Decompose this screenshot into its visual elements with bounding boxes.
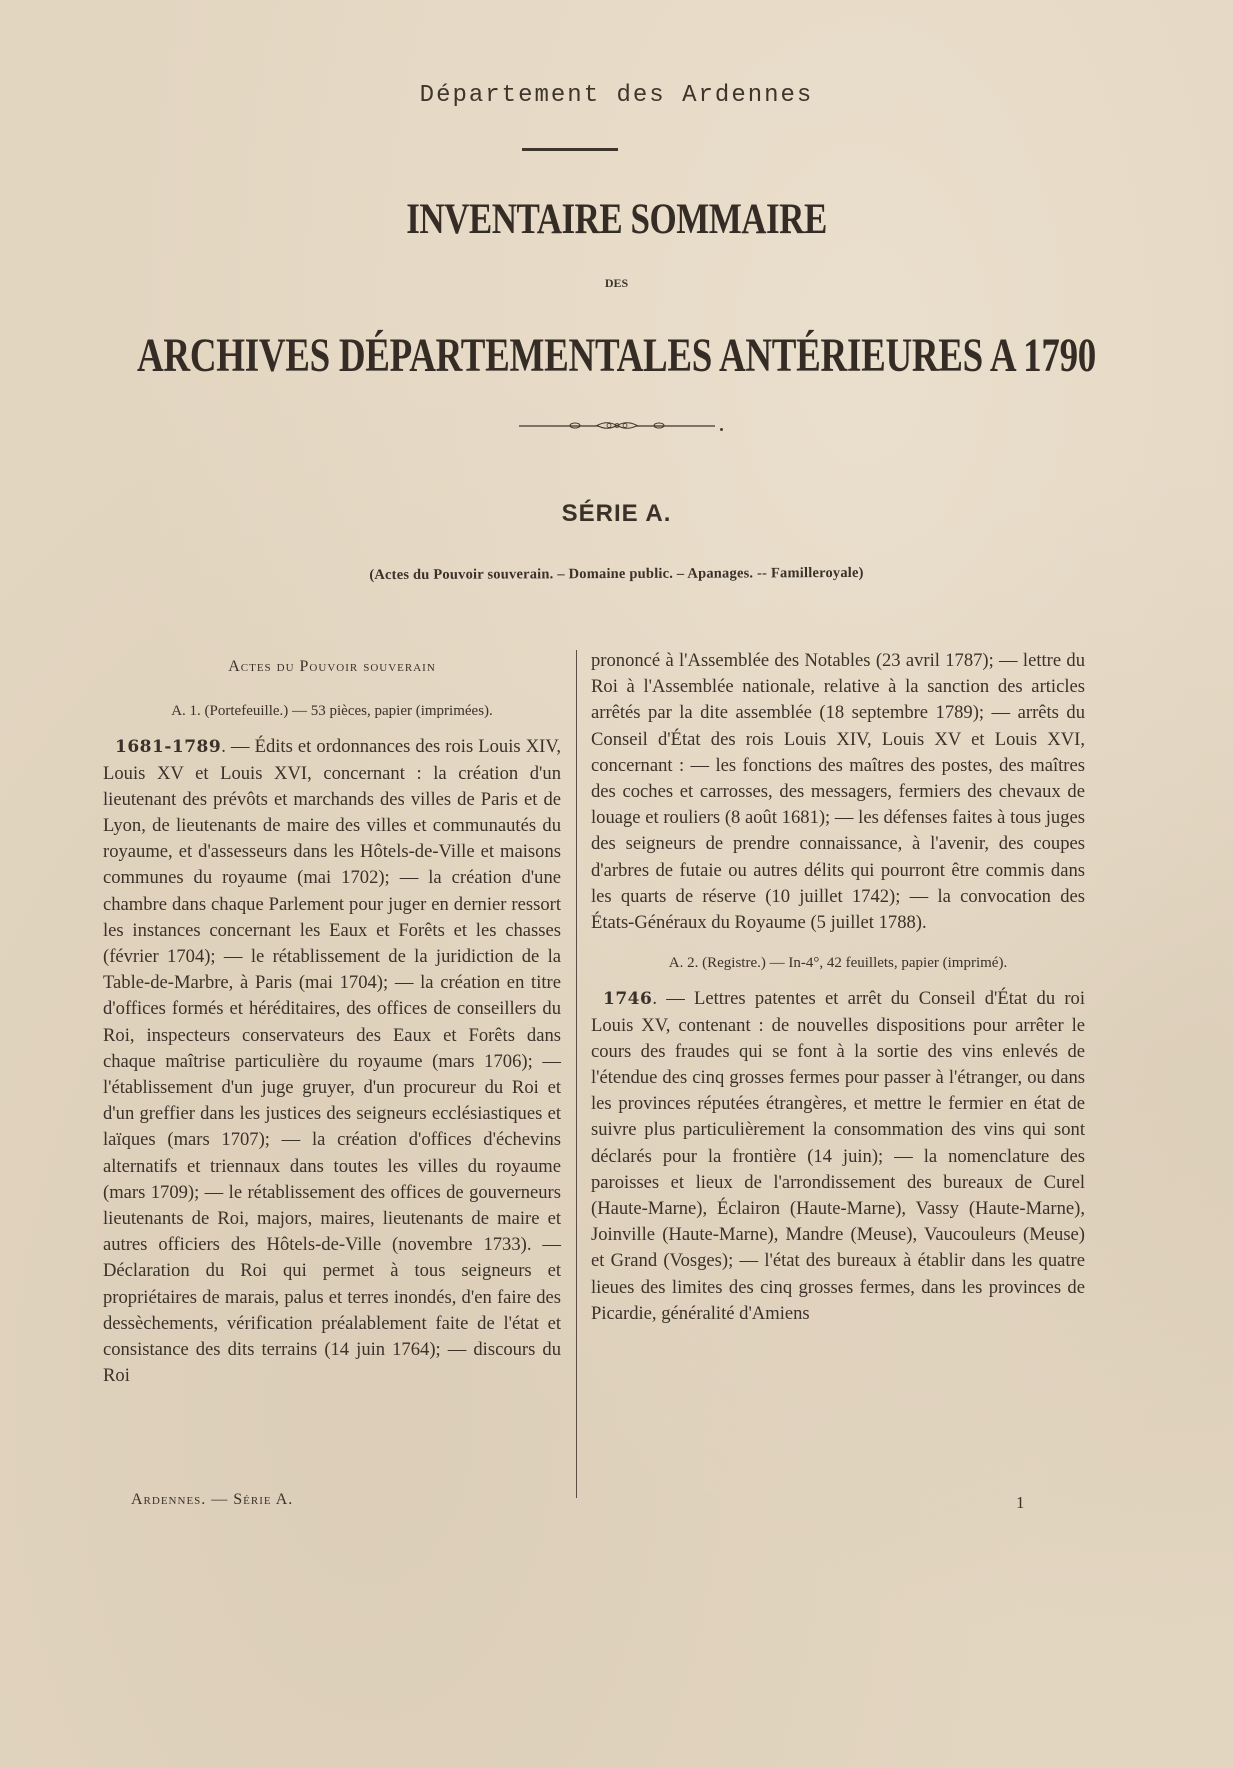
- paper-speck: [720, 428, 723, 431]
- left-column: [103, 650, 561, 1389]
- item-date: 1746: [603, 989, 653, 1010]
- item-date: 1681-1789: [115, 737, 222, 758]
- ornament-icon: [517, 418, 717, 432]
- item-text: . — Lettres patentes et arrêt du Conseil d'État du roi Louis XV, contenant : de nouvelles dispositions pour arrêter le cours des fraudes qui se font à la sortie des vins enlevés de l'étendue des cinq grosses fermes pour passer à l'étranger, ou dans les provinces réputées étrangères, et mettre le fermier en état de suivre plus particulièrement la consommation des vins qui sont déclarés pour la frontière (14 juin); — la nomenclature des paroisses et lieux de l'arrondissement des bureaux de Curel (Haute-Marne), Éclairon (Haute-Marne), Vassy (Haute-Marne), Joinville (Haute-Marne), Mandre (Meuse), Vaucouleurs (Meuse) et Grand (Vosges); — l'état des bureaux à établir dans les quatre lieues des limites des cinq grosses fermes, dans les provinces de Picardie, généralité d'Amiens: [591, 988, 1085, 1324]
- title-rule: [522, 148, 618, 151]
- section-heading: Actes du Pouvoir souverain: [228, 658, 436, 675]
- page-signature: Ardennes. — Série A.: [131, 1491, 294, 1508]
- item-reference: A. 1. (Portefeuille.) — 53 pièces, papier (imprimées).: [171, 703, 493, 720]
- document-subtitle: ARCHIVES DÉPARTEMENTALES ANTÉRIEURES A 1790: [137, 329, 1096, 383]
- department-heading: Département des Ardennes: [419, 82, 814, 109]
- right-column: [591, 648, 1085, 1327]
- series-heading: SÉRIE A.: [561, 500, 672, 527]
- item-entry: [591, 986, 1085, 1327]
- item-reference: A. 2. (Registre.) — In-4°, 42 feuillets, papier (imprimé).: [668, 955, 1008, 972]
- document-title: INVENTAIRE SOMMAIRE: [406, 194, 827, 243]
- item-text: . — Édits et ordonnances des rois Louis XIV, Louis XV et Louis XVI, concernant : la création d'un lieutenant des prévôts et marchands des villes de Paris et de Lyon, de lieutenants de maire des villes et communautés du royaume, et d'assesseurs dans les Hôtels-de-Ville et maisons communes du royaume (mai 1702); — la création d'une chambre dans chaque Parlement pour juger en dernier ressort les instances concernant les Eaux et Forêts et les chasses (février 1704); — le rétablissement de la juridiction de la Table-de-Marbre, à Paris (mai 1704); — la création en titre d'offices formés et héréditaires, des offices de conseillers du Roi, inspecteurs conservateurs des Eaux et Forêts dans chaque maîtrise particulière du royaume (mars 1706); — l'établissement d'un juge gruyer, d'un procureur du Roi et d'un greffier dans les justices des seigneurs ecclésiastiques et laïques (mars 1707); — la création d'offices d'échevins alternatifs et triennaux dans toutes les villes du royaume (mars 1709); — le rétablissement des offices de gouverneurs lieutenants de Roi, majors, maires, lieutenants de maire et autres officiers des Hôtels-de-Ville (novembre 1733). — Déclaration du Roi qui permet à tous seigneurs et propriétaires de marais, palus et terres inondés, d'en faire des dessèchements, vérification préalablement faite de l'état et consistance des dits terrains (14 juin 1764); — discours du Roi: [103, 736, 561, 1387]
- column-divider: [576, 650, 577, 1498]
- series-subtitle: (Actes du Pouvoir souverain. – Domaine public. – Apanages. -- Familleroyale): [369, 564, 864, 584]
- title-connector: DES: [604, 276, 629, 290]
- ornamental-divider: [0, 418, 1233, 437]
- continued-text: prononcé à l'Assemblée des Notables (23 avril 1787); — lettre du Roi à l'Assemblée nationale, relative à la sanction des articles arrêtés par la dite assemblée (18 septembre 1789); — arrêts du Conseil d'État des rois Louis XIV, Louis XV et Louis XVI, concernant : — les fonctions des maîtres des postes, des maîtres des coches et carrosses, des messagers, fermiers des chevaux de louage et rouliers (8 août 1681); — les défenses faites à tous juges des seigneurs de prendre connaissance, à l'avenir, des coupes d'arbres de futaie ou autres délits qui pourront être commis dans les quarts de réserve (10 juillet 1742); — la convocation des États-Généraux du Royaume (5 juillet 1788).: [591, 650, 1085, 934]
- page-number: 1: [1016, 1493, 1025, 1512]
- item-entry: [103, 734, 561, 1389]
